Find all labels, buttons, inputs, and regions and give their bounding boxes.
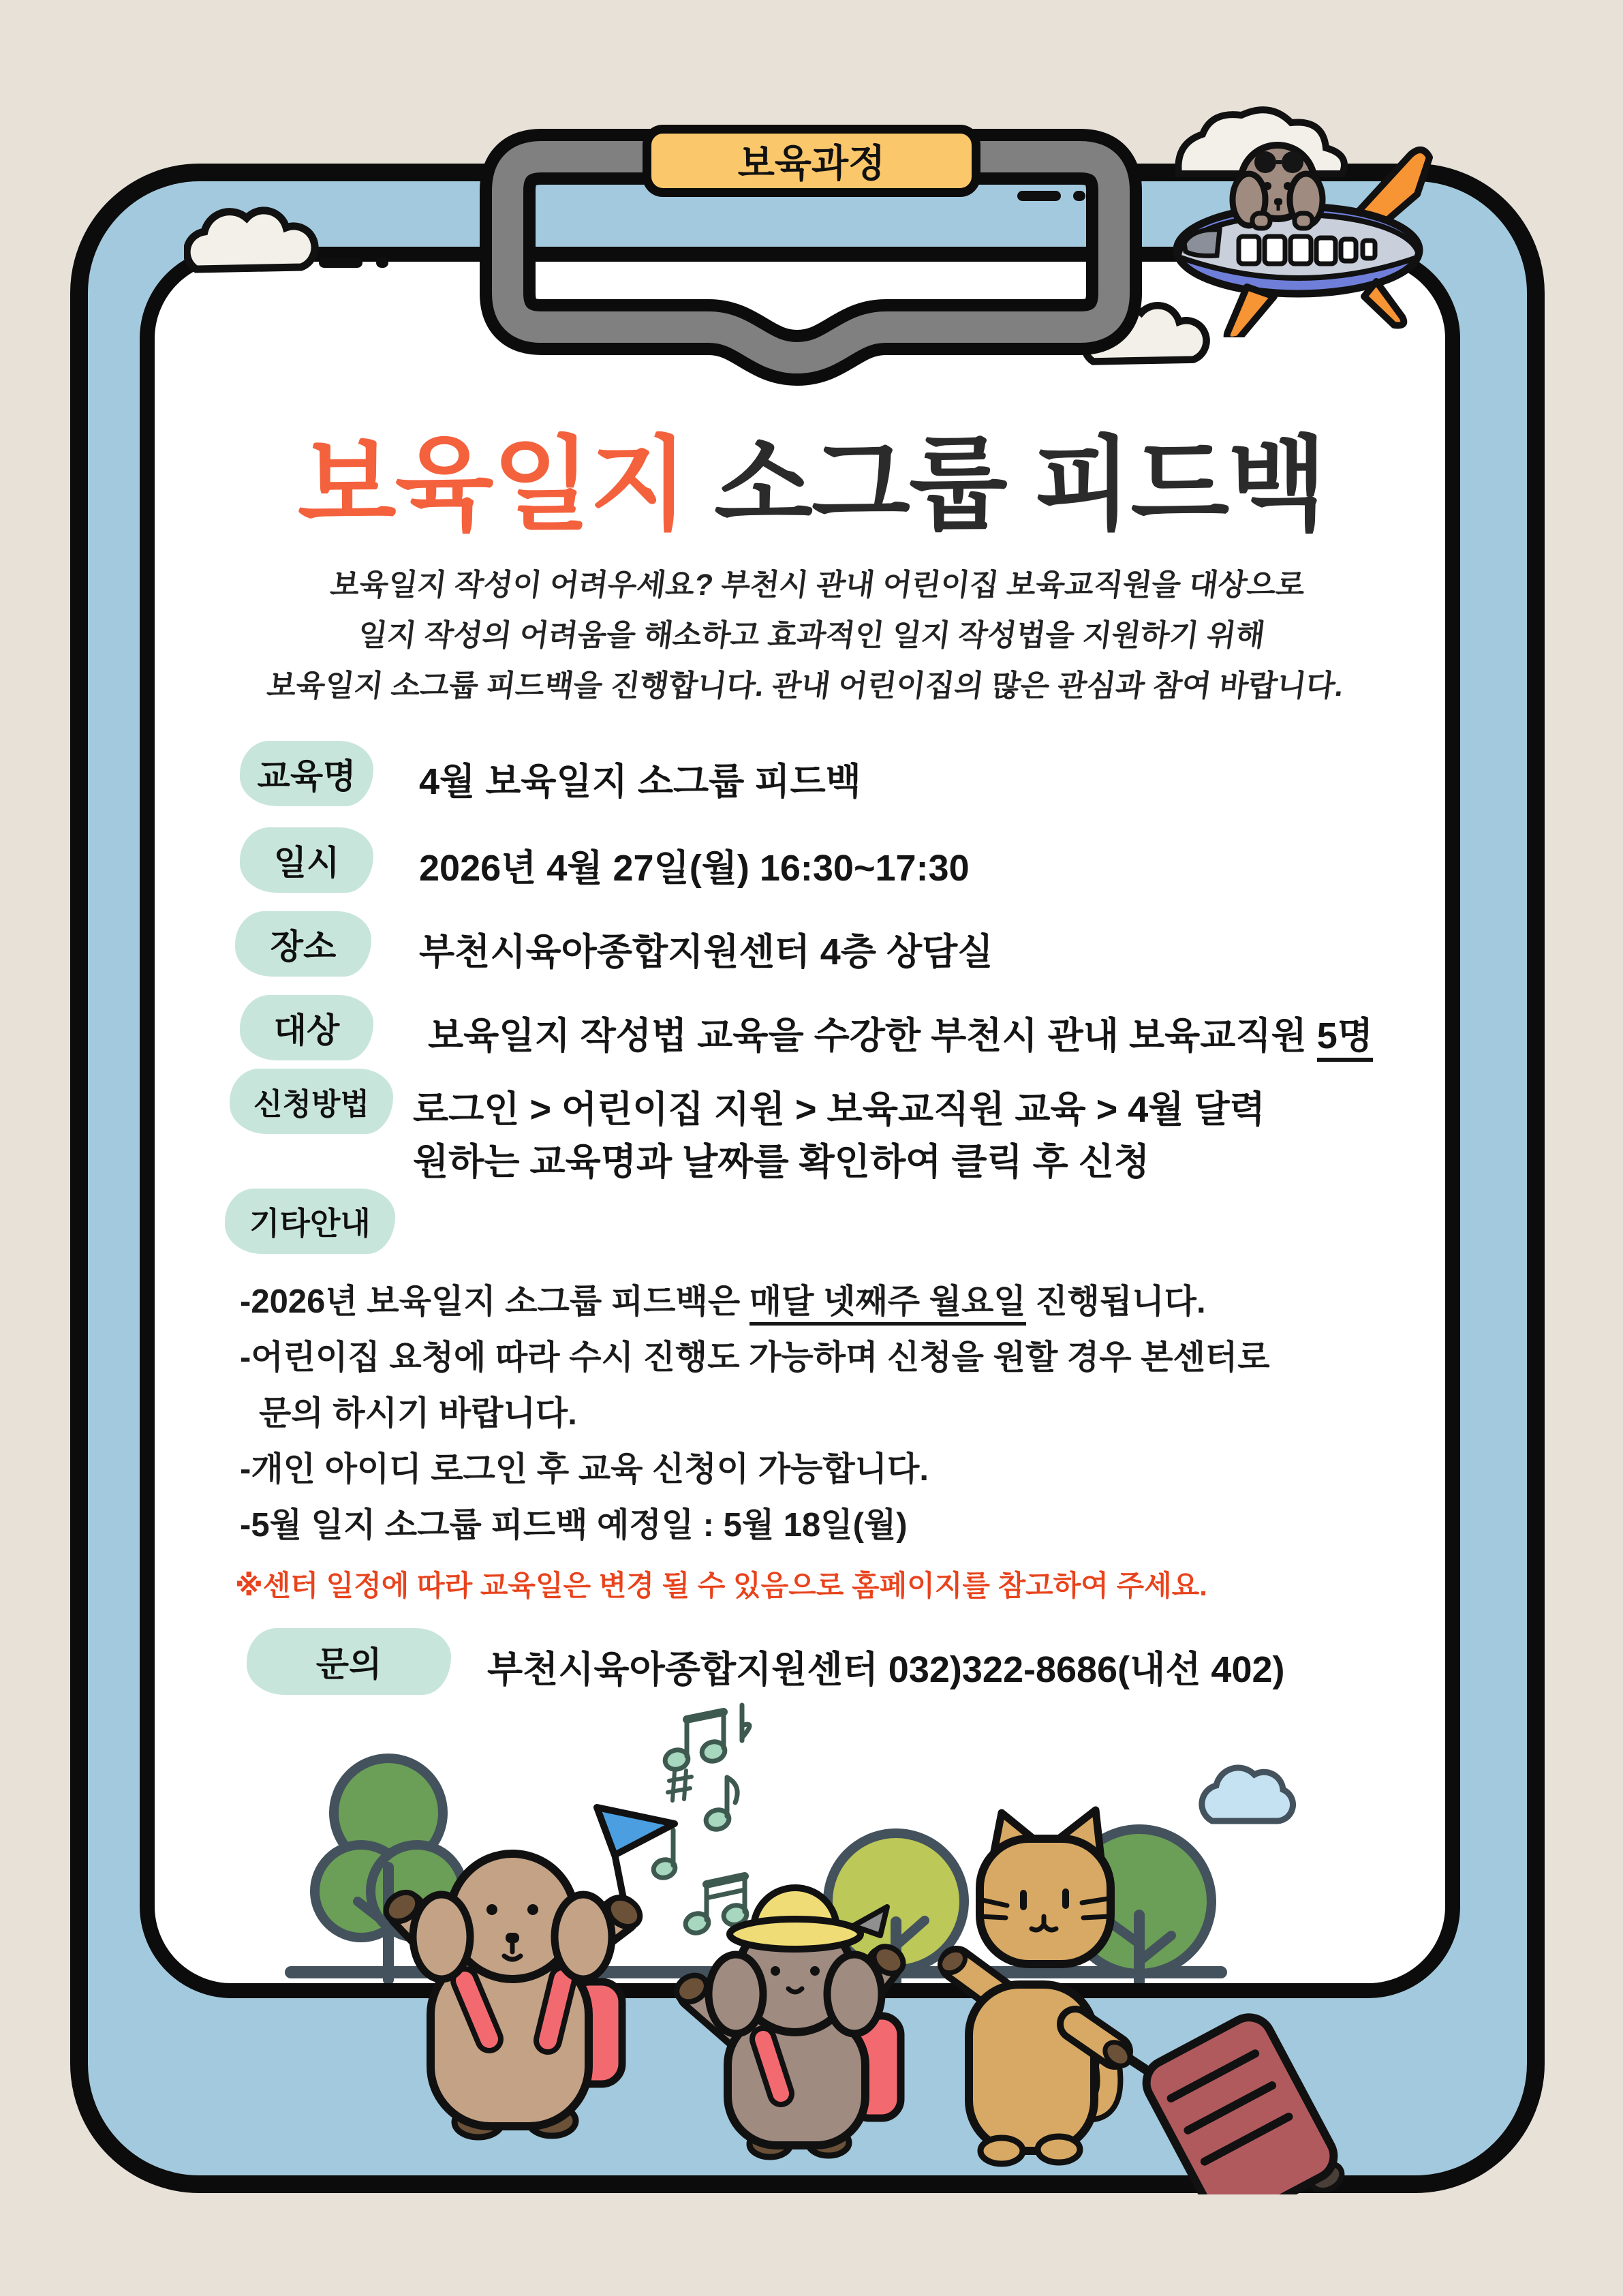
note-line: -2026년 보육일지 소그룹 피드백은 매달 넷째주 월요일 진행됩니다. bbox=[240, 1274, 1270, 1330]
row-value-place: 부천시육아종합지원센터 4층 상담실 bbox=[419, 932, 993, 973]
intro-paragraph bbox=[0, 560, 1623, 711]
animals-illustration bbox=[293, 1799, 1383, 2194]
note-line: -어린이집 요청에 따라 수시 진행도 가능하며 신청을 원할 경우 본센터로 bbox=[240, 1339, 1270, 1376]
label-badge-datetime: 일시 bbox=[240, 827, 373, 893]
plane-windows bbox=[1239, 236, 1375, 264]
airplane-with-dog-illustration bbox=[1151, 92, 1465, 337]
label-badge-place: 장소 bbox=[235, 911, 371, 977]
title-rest: 소그룹 피드백 bbox=[687, 427, 1326, 542]
dash-decoration bbox=[319, 258, 362, 268]
label-badge-etc: 기타안내 bbox=[225, 1189, 395, 1254]
intro-line: 일지 작성의 어려움을 해소하고 효과적인 일지 작성법을 지원하기 위해 bbox=[356, 619, 1267, 652]
row-value-apply-line1: 로그인 > 어린이집 지원 > 보육교직원 교육 > 4월 달력 bbox=[413, 1089, 1265, 1130]
sunglasses-icon bbox=[1254, 151, 1276, 173]
cat-with-suitcase-illustration bbox=[936, 1810, 1350, 2194]
row-value-target: 보육일지 작성법 교육을 수강한 부천시 관내 보육교직원 5명 bbox=[428, 1007, 1373, 1059]
dash-decoration bbox=[376, 258, 388, 268]
clip-badge bbox=[643, 125, 980, 197]
label-badge-education-name: 교육명 bbox=[240, 741, 373, 806]
flag-icon bbox=[597, 1807, 675, 1855]
row-value-contact: 부천시육아종합지원센터 032)322-8686(내선 402) bbox=[487, 1649, 1285, 1690]
warning-note: ※센터 일정에 따라 교육일은 변경 될 수 있음으로 홈페이지를 참고하여 주세요. bbox=[235, 1570, 1207, 1602]
notes-list bbox=[240, 1274, 1270, 1553]
clip-badge-label: 보육과정 bbox=[737, 142, 886, 185]
target-count: 5명 bbox=[1317, 1015, 1373, 1062]
row-value-datetime: 2026년 4월 27일(월) 16:30~17:30 bbox=[419, 848, 970, 889]
suitcase-icon bbox=[1137, 2009, 1350, 2194]
title-highlight: 보육일지 bbox=[297, 427, 687, 542]
label-badge-target: 대상 bbox=[240, 995, 373, 1060]
dog-with-hat-illustration bbox=[672, 1888, 908, 2157]
page-title bbox=[0, 402, 1623, 549]
note-line: 문의 하시기 바랍니다. bbox=[259, 1395, 577, 1432]
intro-line: 보육일지 작성이 어려우세요? 부천시 관내 어린이집 보육교직원을 대상으로 bbox=[328, 568, 1308, 602]
note-underline: 매달 넷째주 월요일 bbox=[749, 1283, 1026, 1326]
intro-line: 보육일지 소그룹 피드백을 진행합니다. 관내 어린이집의 많은 관심과 참여 바랍니다. bbox=[265, 669, 1346, 703]
cloud-icon bbox=[184, 201, 327, 276]
note-line: -5월 일지 소그룹 피드백 예정일 : 5월 18일(월) bbox=[240, 1507, 908, 1544]
label-badge-apply-method: 신청방법 bbox=[230, 1069, 393, 1134]
row-value-education-name: 4월 보육일지 소그룹 피드백 bbox=[419, 761, 861, 802]
label-badge-contact: 문의 bbox=[247, 1628, 451, 1695]
dog-with-flag-illustration bbox=[381, 1807, 675, 2137]
row-value-apply-line2: 원하는 교육명과 날짜를 확인하여 클릭 후 신청 bbox=[413, 1142, 1150, 1182]
plane-fin bbox=[1364, 281, 1404, 326]
dog-pilot bbox=[1233, 145, 1323, 228]
note-line: -개인 아이디 로그인 후 교육 신청이 가능합니다. bbox=[240, 1451, 929, 1488]
plane-wing bbox=[1227, 287, 1274, 337]
